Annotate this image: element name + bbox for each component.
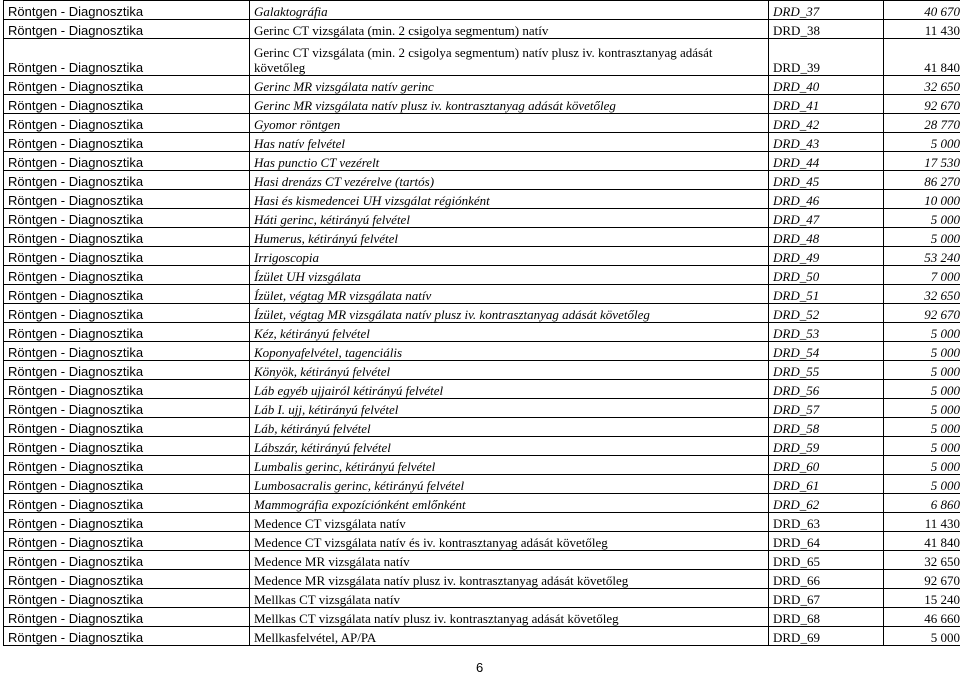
department-cell: Röntgen - Diagnosztika: [4, 304, 250, 323]
department-cell: Röntgen - Diagnosztika: [4, 513, 250, 532]
procedure-code-cell: DRD_50: [769, 266, 884, 285]
department-cell: Röntgen - Diagnosztika: [4, 285, 250, 304]
price-cell: 86 270: [884, 171, 960, 190]
procedure-name-cell: Has punctio CT vezérelt: [250, 152, 769, 171]
department-cell: Röntgen - Diagnosztika: [4, 39, 250, 76]
procedure-name-cell: Láb I. ujj, kétirányú felvétel: [250, 399, 769, 418]
procedure-code-cell: DRD_61: [769, 475, 884, 494]
price-cell: 5 000: [884, 627, 960, 646]
procedure-name-cell: Mellkas CT vizsgálata natív plusz iv. kontrasztanyag adását követőleg: [250, 608, 769, 627]
department-cell: Röntgen - Diagnosztika: [4, 475, 250, 494]
department-cell: Röntgen - Diagnosztika: [4, 532, 250, 551]
procedure-code-cell: DRD_37: [769, 1, 884, 20]
department-cell: Röntgen - Diagnosztika: [4, 380, 250, 399]
table-row: [4, 589, 960, 608]
table-row: [4, 475, 960, 494]
table-row: [4, 361, 960, 380]
price-cell: 32 650: [884, 285, 960, 304]
procedure-code-cell: DRD_66: [769, 570, 884, 589]
procedure-code-cell: DRD_62: [769, 494, 884, 513]
procedure-name-cell: Háti gerinc, kétirányú felvétel: [250, 209, 769, 228]
table-row: [4, 323, 960, 342]
price-cell: 41 840: [884, 39, 960, 76]
procedure-code-cell: DRD_59: [769, 437, 884, 456]
table-row: [4, 152, 960, 171]
table-row: [4, 608, 960, 627]
table-row: [4, 114, 960, 133]
procedure-code-cell: DRD_41: [769, 95, 884, 114]
procedure-code-cell: DRD_44: [769, 152, 884, 171]
price-cell: 11 430: [884, 513, 960, 532]
department-cell: Röntgen - Diagnosztika: [4, 494, 250, 513]
table-row: [4, 437, 960, 456]
department-cell: Röntgen - Diagnosztika: [4, 399, 250, 418]
procedure-name-cell: Könyök, kétirányú felvétel: [250, 361, 769, 380]
price-cell: 5 000: [884, 399, 960, 418]
table-row: [4, 133, 960, 152]
price-cell: 17 530: [884, 152, 960, 171]
procedure-code-cell: DRD_42: [769, 114, 884, 133]
procedure-name-cell: Lábszár, kétirányú felvétel: [250, 437, 769, 456]
procedure-name-cell: Láb egyéb ujjairól kétirányú felvétel: [250, 380, 769, 399]
table-row: [4, 228, 960, 247]
procedure-code-cell: DRD_69: [769, 627, 884, 646]
procedure-name-cell: Irrigoscopia: [250, 247, 769, 266]
procedure-name-cell: Galaktográfia: [250, 1, 769, 20]
procedure-code-cell: DRD_43: [769, 133, 884, 152]
department-cell: Röntgen - Diagnosztika: [4, 20, 250, 39]
department-cell: Röntgen - Diagnosztika: [4, 551, 250, 570]
department-cell: Röntgen - Diagnosztika: [4, 228, 250, 247]
procedure-code-cell: DRD_56: [769, 380, 884, 399]
procedure-code-cell: DRD_52: [769, 304, 884, 323]
price-cell: 11 430: [884, 20, 960, 39]
procedure-code-cell: DRD_64: [769, 532, 884, 551]
procedure-name-cell: Gyomor röntgen: [250, 114, 769, 133]
procedure-code-cell: DRD_57: [769, 399, 884, 418]
department-cell: Röntgen - Diagnosztika: [4, 190, 250, 209]
department-cell: Röntgen - Diagnosztika: [4, 114, 250, 133]
table-row: [4, 209, 960, 228]
department-cell: Röntgen - Diagnosztika: [4, 95, 250, 114]
department-cell: Röntgen - Diagnosztika: [4, 323, 250, 342]
procedure-name-cell: Medence CT vizsgálata natív és iv. kontrasztanyag adását követőleg: [250, 532, 769, 551]
procedure-code-cell: DRD_60: [769, 456, 884, 475]
price-cell: 5 000: [884, 475, 960, 494]
procedure-code-cell: DRD_51: [769, 285, 884, 304]
price-cell: 5 000: [884, 133, 960, 152]
table-row: [4, 1, 960, 20]
price-cell: 5 000: [884, 209, 960, 228]
price-cell: 92 670: [884, 570, 960, 589]
price-cell: 15 240: [884, 589, 960, 608]
department-cell: Röntgen - Diagnosztika: [4, 361, 250, 380]
procedure-name-cell: Has natív felvétel: [250, 133, 769, 152]
department-cell: Röntgen - Diagnosztika: [4, 589, 250, 608]
table-row: [4, 399, 960, 418]
department-cell: Röntgen - Diagnosztika: [4, 627, 250, 646]
procedure-name-cell: Hasi és kismedencei UH vizsgálat régiónként: [250, 190, 769, 209]
price-cell: 5 000: [884, 418, 960, 437]
table-row: [4, 95, 960, 114]
table-row: [4, 171, 960, 190]
procedure-name-cell: Humerus, kétirányú felvétel: [250, 228, 769, 247]
department-cell: Röntgen - Diagnosztika: [4, 456, 250, 475]
price-cell: 41 840: [884, 532, 960, 551]
table-row: [4, 39, 960, 76]
price-cell: 5 000: [884, 228, 960, 247]
price-cell: 53 240: [884, 247, 960, 266]
procedure-name-cell: Lumbosacralis gerinc, kétirányú felvétel: [250, 475, 769, 494]
price-cell: 32 650: [884, 551, 960, 570]
department-cell: Röntgen - Diagnosztika: [4, 171, 250, 190]
department-cell: Röntgen - Diagnosztika: [4, 570, 250, 589]
price-cell: 40 670: [884, 1, 960, 20]
table-row: [4, 456, 960, 475]
price-cell: 5 000: [884, 361, 960, 380]
table-row: [4, 551, 960, 570]
table-row: [4, 247, 960, 266]
price-cell: 5 000: [884, 342, 960, 361]
procedure-name-cell: Medence MR vizsgálata natív: [250, 551, 769, 570]
table-row: [4, 20, 960, 39]
price-cell: 5 000: [884, 323, 960, 342]
price-cell: 32 650: [884, 76, 960, 95]
department-cell: Röntgen - Diagnosztika: [4, 247, 250, 266]
price-cell: 46 660: [884, 608, 960, 627]
procedure-name-cell: Ízület UH vizsgálata: [250, 266, 769, 285]
procedure-name-cell: Mellkasfelvétel, AP/PA: [250, 627, 769, 646]
table-row: [4, 513, 960, 532]
price-cell: 28 770: [884, 114, 960, 133]
procedure-name-cell: Hasi drenázs CT vezérelve (tartós): [250, 171, 769, 190]
department-cell: Röntgen - Diagnosztika: [4, 418, 250, 437]
price-cell: 5 000: [884, 380, 960, 399]
procedure-code-cell: DRD_54: [769, 342, 884, 361]
procedure-code-cell: DRD_48: [769, 228, 884, 247]
procedure-code-cell: DRD_47: [769, 209, 884, 228]
department-cell: Röntgen - Diagnosztika: [4, 608, 250, 627]
procedure-code-cell: DRD_55: [769, 361, 884, 380]
table-row: [4, 285, 960, 304]
procedure-name-cell: Gerinc CT vizsgálata (min. 2 csigolya segmentum) natív plusz iv. kontrasztanyag adását követőleg: [250, 39, 769, 76]
price-cell: 5 000: [884, 437, 960, 456]
procedure-name-cell: Mammográfia expozíciónként emlőnként: [250, 494, 769, 513]
table-row: [4, 342, 960, 361]
price-cell: 92 670: [884, 95, 960, 114]
price-cell: 10 000: [884, 190, 960, 209]
price-list-table: [3, 0, 960, 646]
procedure-code-cell: DRD_63: [769, 513, 884, 532]
price-cell: 7 000: [884, 266, 960, 285]
procedure-name-cell: Medence MR vizsgálata natív plusz iv. kontrasztanyag adását követőleg: [250, 570, 769, 589]
procedure-code-cell: DRD_46: [769, 190, 884, 209]
department-cell: Röntgen - Diagnosztika: [4, 209, 250, 228]
procedure-code-cell: DRD_53: [769, 323, 884, 342]
page-number: 6: [476, 660, 484, 675]
table-row: [4, 494, 960, 513]
procedure-name-cell: Gerinc CT vizsgálata (min. 2 csigolya segmentum) natív: [250, 20, 769, 39]
procedure-code-cell: DRD_67: [769, 589, 884, 608]
department-cell: Röntgen - Diagnosztika: [4, 342, 250, 361]
table-row: [4, 76, 960, 95]
department-cell: Röntgen - Diagnosztika: [4, 437, 250, 456]
table-row: [4, 570, 960, 589]
procedure-code-cell: DRD_40: [769, 76, 884, 95]
procedure-name-cell: Mellkas CT vizsgálata natív: [250, 589, 769, 608]
table-row: [4, 532, 960, 551]
price-cell: 5 000: [884, 456, 960, 475]
procedure-name-cell: Lumbalis gerinc, kétirányú felvétel: [250, 456, 769, 475]
procedure-code-cell: DRD_45: [769, 171, 884, 190]
procedure-code-cell: DRD_68: [769, 608, 884, 627]
procedure-code-cell: DRD_39: [769, 39, 884, 76]
procedure-name-cell: Gerinc MR vizsgálata natív gerinc: [250, 76, 769, 95]
price-cell: 92 670: [884, 304, 960, 323]
procedure-name-cell: Medence CT vizsgálata natív: [250, 513, 769, 532]
procedure-name-cell: Gerinc MR vizsgálata natív plusz iv. kontrasztanyag adását követőleg: [250, 95, 769, 114]
table-row: [4, 627, 960, 646]
procedure-name-cell: Ízület, végtag MR vizsgálata natív: [250, 285, 769, 304]
department-cell: Röntgen - Diagnosztika: [4, 133, 250, 152]
price-cell: 6 860: [884, 494, 960, 513]
procedure-name-cell: Koponyafelvétel, tagenciális: [250, 342, 769, 361]
procedure-name-cell: Láb, kétirányú felvétel: [250, 418, 769, 437]
table-row: [4, 190, 960, 209]
table-row: [4, 266, 960, 285]
procedure-code-cell: DRD_49: [769, 247, 884, 266]
price-list-body: [4, 1, 960, 646]
department-cell: Röntgen - Diagnosztika: [4, 152, 250, 171]
procedure-code-cell: DRD_38: [769, 20, 884, 39]
procedure-code-cell: DRD_58: [769, 418, 884, 437]
procedure-name-cell: Ízület, végtag MR vizsgálata natív plusz iv. kontrasztanyag adását követőleg: [250, 304, 769, 323]
department-cell: Röntgen - Diagnosztika: [4, 1, 250, 20]
table-row: [4, 304, 960, 323]
department-cell: Röntgen - Diagnosztika: [4, 76, 250, 95]
table-row: [4, 380, 960, 399]
table-row: [4, 418, 960, 437]
procedure-name-cell: Kéz, kétirányú felvétel: [250, 323, 769, 342]
department-cell: Röntgen - Diagnosztika: [4, 266, 250, 285]
procedure-code-cell: DRD_65: [769, 551, 884, 570]
